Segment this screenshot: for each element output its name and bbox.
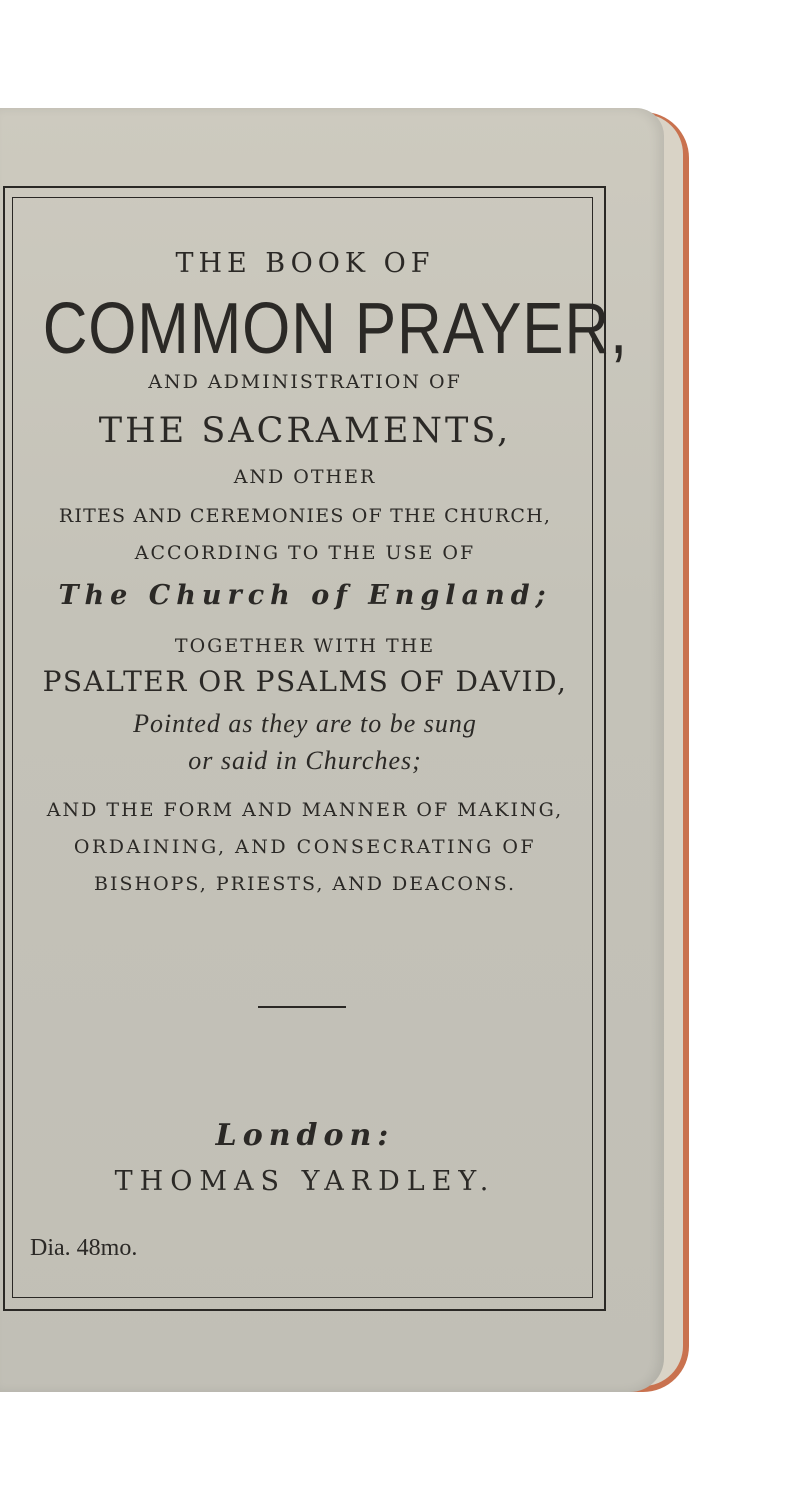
subtitle-bishops-priests: BISHOPS, PRIESTS, AND DEACONS.	[94, 873, 516, 895]
subtitle-together-with: TOGETHER WITH THE	[174, 635, 436, 657]
signature-mark: Dia. 48mo.	[30, 1235, 138, 1261]
subtitle-according-to: ACCORDING TO THE USE OF	[134, 542, 476, 564]
imprint-publisher: THOMAS YARDLEY.	[114, 1166, 496, 1197]
title-line-the-book-of: THE BOOK OF	[175, 248, 435, 279]
subtitle-sacraments: THE SACRAMENTS,	[98, 411, 512, 451]
subtitle-psalter: PSALTER OR PSALMS OF DAVID,	[42, 665, 568, 698]
subtitle-and-other: AND OTHER	[233, 466, 377, 488]
title-common-prayer: COMMON PRAYER,	[42, 289, 629, 369]
imprint-place: London:	[215, 1118, 395, 1153]
short-horizontal-rule	[258, 1006, 346, 1008]
subtitle-administration: AND ADMINISTRATION OF	[148, 371, 462, 393]
subtitle-rites-ceremonies: RITES AND CEREMONIES OF THE CHURCH,	[58, 505, 552, 527]
subtitle-form-and-manner: AND THE FORM AND MANNER OF MAKING,	[46, 799, 564, 821]
italic-said-in-churches: or said in Churches;	[188, 746, 422, 775]
subtitle-ordaining: ORDAINING, AND CONSECRATING OF	[73, 836, 537, 858]
italic-pointed-sung: Pointed as they are to be sung	[133, 709, 477, 738]
blackletter-church-of-england: The Church of England;	[58, 580, 552, 611]
